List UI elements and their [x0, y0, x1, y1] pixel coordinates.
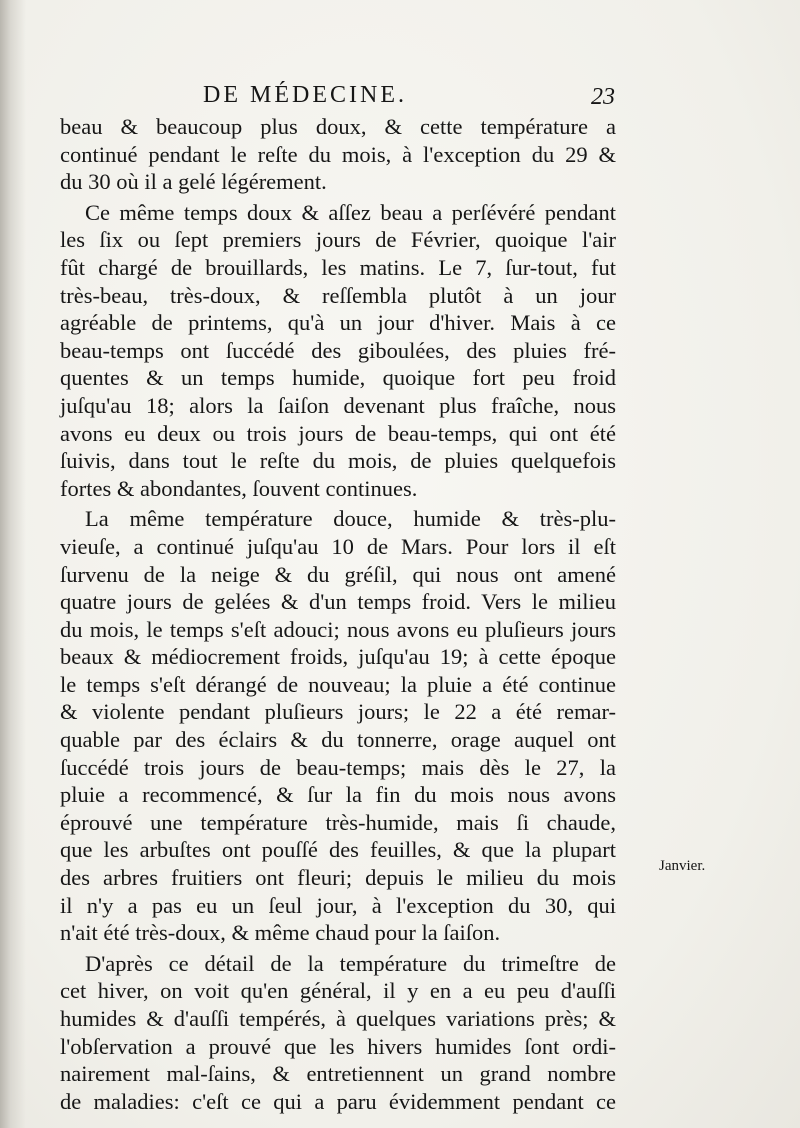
text-line: ſuivis, dans tout le reſte du mois, de pluies quelquefois: [60, 448, 616, 474]
text-line: quable par des éclairs & du tonnerre, orage auquel ont: [60, 727, 616, 753]
text-line: très-beau, très-doux, & reſſembla plutôt à un jour: [60, 282, 616, 308]
text-line: humides & d'auſſi tempérés, à quelques variations près; &: [60, 1006, 616, 1031]
text-line: le temps s'eſt dérangé de nouveau; la pluie a été continue: [60, 671, 616, 697]
text-line: avons eu deux ou trois jours de beau-temps, qui ont été: [60, 420, 616, 446]
text-line: fût chargé de brouillards, les matins. Le 7, ſur-tout, fut: [60, 254, 616, 280]
text-line: agréable de printems, qu'à un jour d'hiver. Mais à ce: [60, 310, 616, 336]
text-line: que les arbuſtes ont pouſſé des feuilles, & que la plupart: [60, 837, 616, 863]
text-line: des arbres fruitiers ont fleuri; depuis le milieu du mois: [60, 865, 616, 891]
running-head: DE MÉDECINE.: [203, 82, 407, 108]
binding-gutter-shadow: [0, 0, 26, 1128]
text-line: il n'y a pas eu un ſeul jour, à l'exception du 30, qui: [60, 892, 616, 918]
text-line: beaux & médiocrement froids, juſqu'au 19; à cette époque: [60, 644, 616, 670]
text-line: éprouvé une température très-humide, mais ſi chaude,: [60, 809, 616, 835]
text-line: D'après ce détail de la température du trimeſtre de: [85, 950, 616, 976]
text-line: La même température douce, humide & très-plu-: [85, 506, 616, 532]
paragraph-2: [60, 199, 616, 503]
text-line: ſuccédé trois jours de beau-temps; mais dès le 27, la: [60, 754, 616, 780]
text-line: quentes & un temps humide, quoique fort peu froid: [60, 365, 616, 391]
text-line: ſurvenu de la neige & du gréſil, qui nous ont amené: [60, 561, 616, 587]
text-line: beau-temps ont ſuccédé des giboulées, des pluies fré-: [60, 337, 616, 363]
margin-note: Janvier.: [659, 858, 706, 874]
text-line: & violente pendant pluſieurs jours; le 22 a été remar-: [60, 699, 616, 725]
text-line: n'ait été très-doux, & même chaud pour la ſaiſon.: [60, 920, 501, 946]
text-line: de maladies: c'eſt ce qui a paru évidemment pendant ce: [60, 1088, 616, 1114]
text-line: continué pendant le reſte du mois, à l'exception du 29 &: [60, 141, 616, 167]
paragraph-4: [60, 950, 616, 1116]
text-line: Ce même temps doux & aſſez beau a perſévéré pendant: [85, 199, 616, 225]
text-line: cet hiver, on voit qu'en général, il y en a eu peu d'auſſi: [60, 978, 616, 1004]
page-number: 23: [591, 84, 615, 110]
text-line: les ſix ou ſept premiers jours de Février, quoique l'air: [60, 227, 616, 253]
text-line: du mois, le temps s'eſt adouci; nous avons eu pluſieurs jours: [60, 616, 616, 642]
paragraph-1: [60, 113, 616, 196]
text-line: beau & beaucoup plus doux, & cette température a: [60, 114, 616, 139]
text-line: juſqu'au 18; alors la ſaiſon devenant plus fraîche, nous: [60, 392, 616, 418]
page-header: [0, 82, 800, 112]
text-line: l'obſervation a prouvé que les hivers humides ſont ordi-: [60, 1033, 616, 1059]
body-text: [60, 113, 616, 1115]
text-line: fortes & abondantes, ſouvent continues.: [60, 475, 418, 501]
text-line: vieuſe, a continué juſqu'au 10 de Mars. Pour lors il eſt: [60, 533, 616, 559]
text-line: nairement mal-ſains, & entretiennent un grand nombre: [60, 1061, 616, 1087]
text-line: du 30 où il a gelé légérement.: [60, 169, 327, 195]
paragraph-3: [60, 505, 616, 947]
text-line: quatre jours de gelées & d'un temps froid. Vers le milieu: [60, 589, 616, 615]
text-line: pluie a recommencé, & ſur la fin du mois nous avons: [60, 782, 616, 808]
